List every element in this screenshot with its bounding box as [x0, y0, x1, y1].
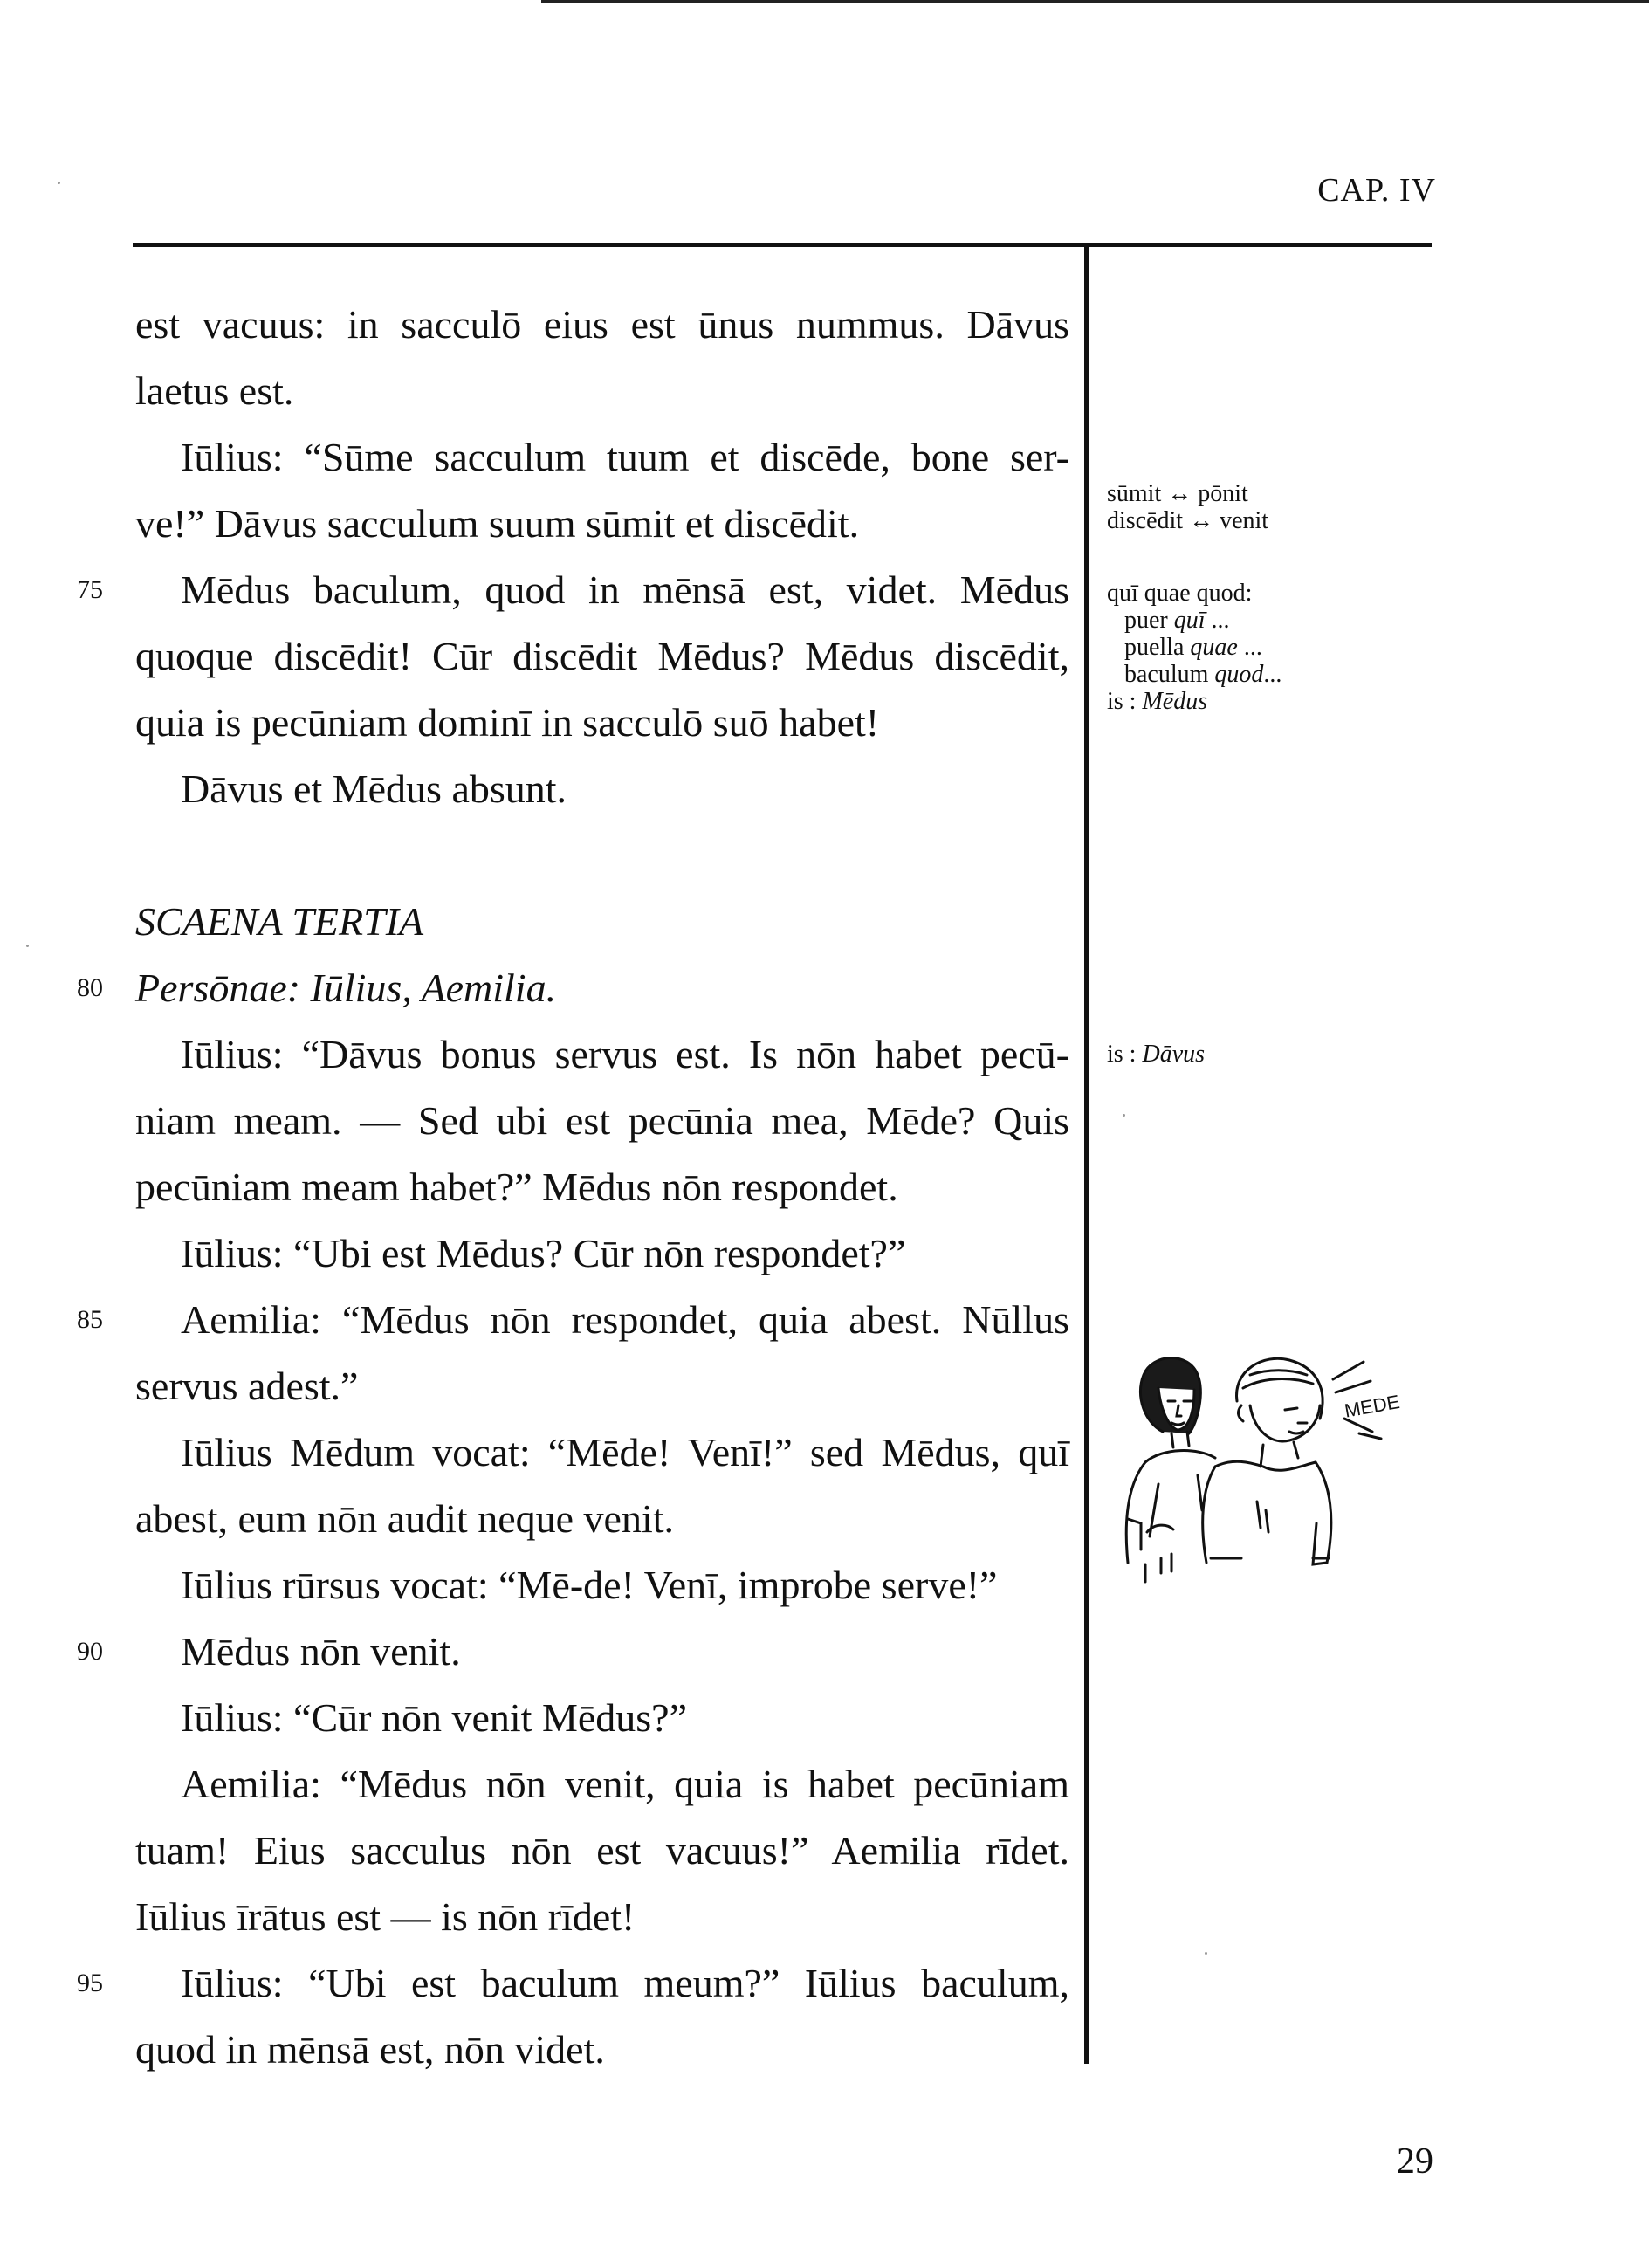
text-line: pecūniam meam habet?” Mēdus nōn respondet.	[135, 1165, 898, 1209]
line-number: 85	[77, 1305, 103, 1334]
text-line: quoque discēdit! Cūr discēdit Mēdus? Mēdus discēdit,	[135, 634, 1069, 678]
text-line: ve!” Dāvus sacculum suum sūmit et discēdit.	[135, 501, 860, 546]
text-line: Iūlius: “Sūme sacculum tuum et discēde, bone ser-	[181, 435, 1069, 479]
text-line: quia is pecūniam dominī in sacculō suō habet!	[135, 700, 880, 745]
text-line: Mēdus baculum, quod in mēnsā est, videt. Mēdus	[181, 567, 1069, 612]
text-line: Mēdus nōn venit.	[181, 1629, 461, 1674]
text-line: Dāvus et Mēdus absunt.	[181, 766, 567, 811]
margin-relative-puer: puer quī ...	[1124, 607, 1230, 634]
text-line: laetus est.	[135, 368, 294, 413]
column-divider	[1084, 243, 1089, 2064]
text-line: Iūlius: “Dāvus bonus servus est. Is nōn habet pecū-	[181, 1032, 1069, 1076]
line-number: 80	[77, 973, 103, 1002]
text-line: servus adest.”	[135, 1364, 359, 1408]
margin-relative-title: quī quae quod:	[1107, 580, 1253, 607]
text-line: tuam! Eius sacculus nōn est vacuus!” Aemilia rīdet.	[135, 1828, 1069, 1873]
line-number: 75	[77, 575, 103, 604]
scan-top-edge-rule	[541, 0, 1649, 3]
mede-caption: MEDE	[1343, 1390, 1402, 1422]
text-line: Iūlius: “Ubi est baculum meum?” Iūlius baculum,	[181, 1961, 1069, 2005]
scan-speck	[26, 945, 29, 947]
scan-speck	[58, 182, 60, 184]
scan-speck	[1123, 1114, 1125, 1117]
text-line: niam meam. — Sed ubi est pecūnia mea, Mēde? Quis	[135, 1098, 1069, 1143]
page-number: 29	[1397, 2141, 1433, 2182]
margin-note-relative-pronouns	[1107, 580, 1281, 715]
text-line: est vacuus: in sacculō eius est ūnus nummus. Dāvus	[135, 302, 1069, 347]
text-line: Iūlius Mēdum vocat: “Mēde! Venī!” sed Mēdus, quī	[181, 1430, 1069, 1474]
line-number: 90	[77, 1637, 103, 1666]
persons-line: Persōnae: Iūlius, Aemilia.	[135, 966, 557, 1010]
margin-antonym-2: discēdit ↔ venit	[1107, 507, 1269, 534]
text-line: Aemilia: “Mēdus nōn venit, quia is habet pecūniam	[181, 1762, 1069, 1806]
margin-antonym-1: sūmit ↔ pōnit	[1107, 480, 1248, 507]
text-line: Iūlius rūrsus vocat: “Mē-de! Venī, improbe serve!”	[181, 1563, 998, 1607]
aemilia-figure	[1126, 1357, 1215, 1582]
text-line: Iūlius īrātus est — is nōn rīdet!	[135, 1894, 636, 1939]
text-line: Iūlius: “Ubi est Mēdus? Cūr nōn respondet?”	[181, 1231, 906, 1275]
margin-note-antonyms	[1107, 480, 1268, 534]
scan-speck	[1205, 1952, 1207, 1955]
text-line: Aemilia: “Mēdus nōn respondet, quia abest. Nūllus	[181, 1297, 1069, 1342]
header-rule	[133, 243, 1432, 247]
scene-heading: SCAENA TERTIA	[135, 899, 424, 944]
margin-relative-baculum: baculum quod...	[1124, 661, 1282, 688]
text-line: Iūlius: “Cūr nōn venit Mēdus?”	[181, 1695, 688, 1740]
margin-relative-puella: puella quae ...	[1124, 634, 1262, 661]
text-line: abest, eum nōn audit neque venit.	[135, 1496, 675, 1541]
chapter-heading: CAP. IV	[1317, 172, 1436, 209]
line-number: 95	[77, 1969, 103, 1997]
iulius-figure	[1203, 1358, 1331, 1564]
margin-note-is-davus: is : Dāvus	[1107, 1041, 1206, 1068]
text-line: quod in mēnsā est, nōn videt.	[135, 2027, 605, 2072]
illustration-iulius-aemilia	[1110, 1336, 1433, 1598]
margin-is-medus: is : Mēdus	[1107, 688, 1208, 715]
